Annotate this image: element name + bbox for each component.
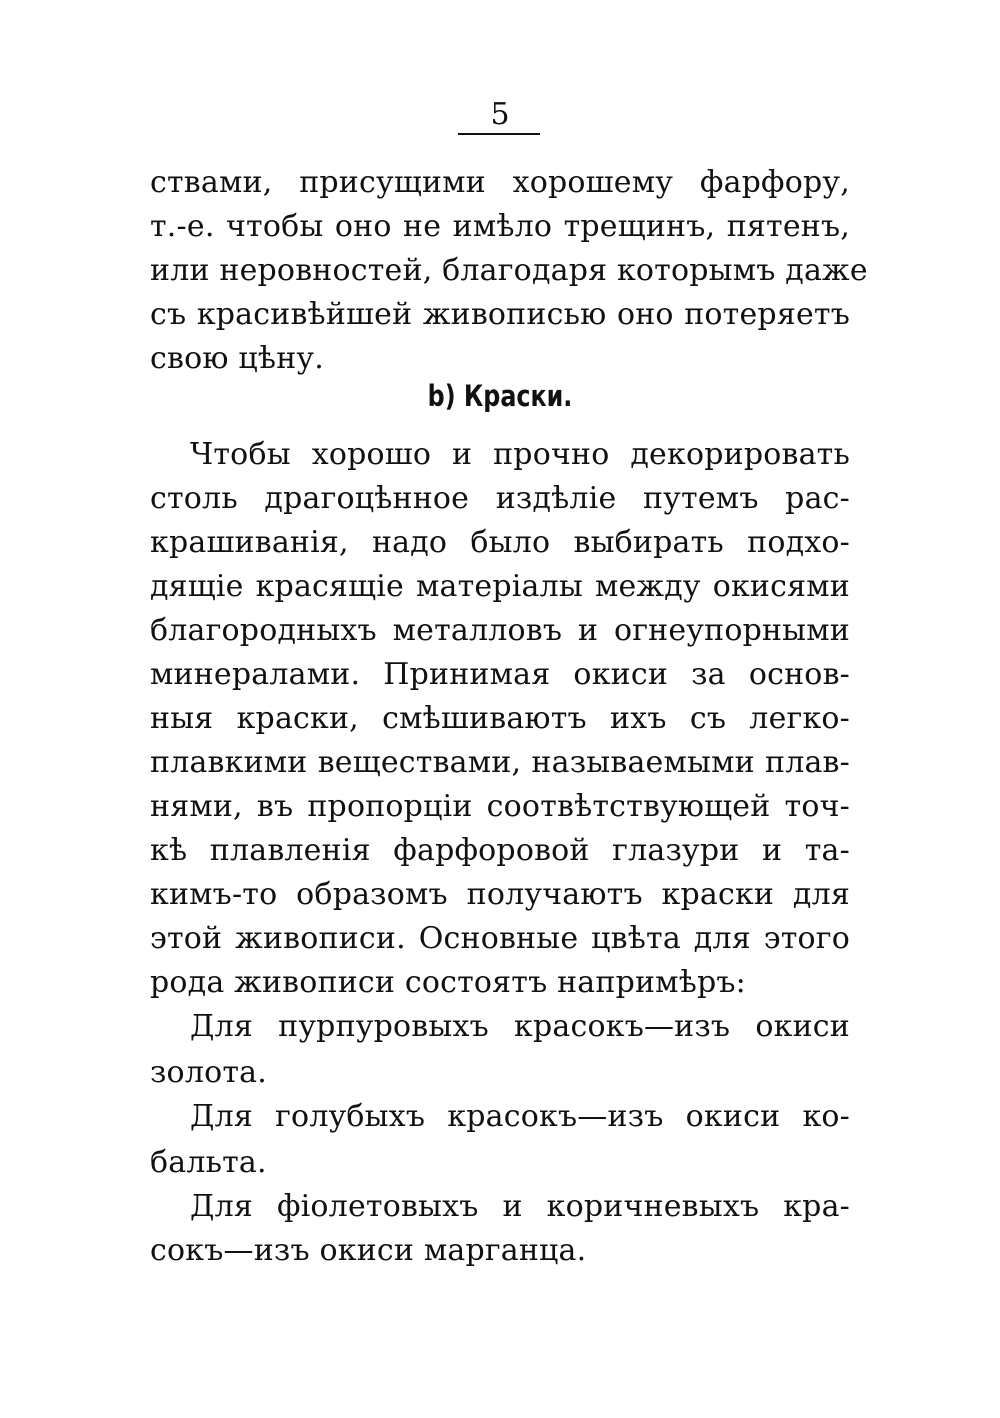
page-number: 5 [490,97,510,132]
text-line: ныя краски, смѣшиваютъ ихъ съ легко- [150,701,850,736]
text-line: этой живописи. Основные цвѣта для этого [150,921,850,956]
text-line: т.-е. чтобы оно не имѣло трещинъ, пятенъ, [150,209,850,244]
text-line: съ красивѣйшей живописью оно потеряетъ [150,297,850,332]
list-item-line: Для пурпуровыхъ красокъ—изъ окиси [190,1009,850,1044]
text-line: Чтобы хорошо и прочно декорировать [190,437,850,472]
text-line: столь драгоцѣнное издѣліе путемъ рас- [150,481,850,516]
text-line: или неровностей, благодаря которымъ даже [150,253,868,288]
text-line: кимъ-то образомъ получаютъ краски для [150,877,850,912]
page-number-rule [458,133,540,135]
text-line: кѣ плавленія фарфоровой глазури и та- [150,833,850,868]
text-line: благородныхъ металловъ и огнеупорными [150,613,850,648]
list-item-line: сокъ—изъ окиси марганца. [150,1233,587,1268]
list-item-line: бальта. [150,1145,267,1180]
text-line: дящіе красящіе матеріалы между окисями [150,569,850,604]
text-line: нями, въ пропорціи соотвѣтствующей точ- [150,789,850,824]
list-item-line: Для фіолетовыхъ и коричневыхъ кра- [190,1189,850,1224]
section-heading: b) Краски. [427,379,573,413]
text-line: крашиванія, надо было выбирать подхо- [150,525,850,560]
text-line: ствами, присущими хорошему фарфору, [150,165,850,200]
text-line: свою цѣну. [150,341,324,376]
text-line: минералами. Принимая окиси за основ- [150,657,850,692]
list-item-line: Для голубыхъ красокъ—изъ окиси ко- [190,1099,850,1134]
text-line: рода живописи состоятъ напримѣръ: [150,965,746,1000]
text-line: плавкими веществами, называемыми плав- [150,745,850,780]
list-item-line: золота. [150,1055,267,1090]
